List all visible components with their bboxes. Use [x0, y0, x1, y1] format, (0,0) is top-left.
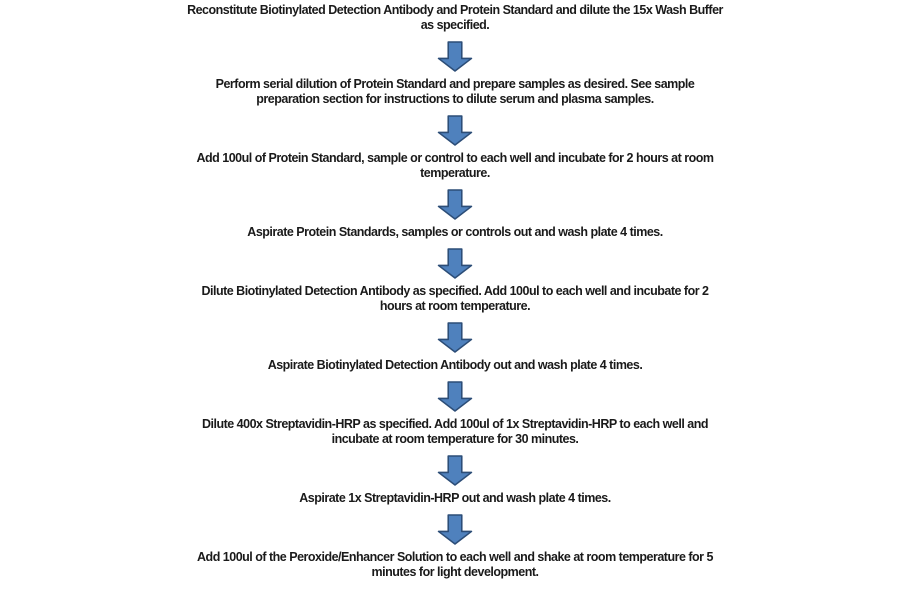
flow-arrow-6: [437, 381, 473, 412]
flow-arrow-3: [437, 189, 473, 220]
flow-arrow-5: [437, 322, 473, 353]
flow-arrow-4: [437, 248, 473, 279]
step-8: [5, 491, 900, 506]
step-text-line: minutes for light development.: [371, 565, 539, 579]
step-1: [5, 3, 900, 33]
step-9: [5, 550, 900, 580]
down-arrow-icon: [437, 248, 473, 279]
flowchart-column: [5, 0, 900, 580]
step-text-line: Perform serial dilution of Protein Standard and prepare samples as desired. See sample: [215, 77, 695, 91]
step-6: [5, 358, 900, 373]
flow-arrow-1: [437, 41, 473, 72]
step-3: [5, 151, 900, 181]
down-arrow-icon: [437, 455, 473, 486]
flow-arrow-8: [437, 514, 473, 545]
step-4: [5, 225, 900, 240]
step-text-line: Aspirate Protein Standards, samples or controls out and wash plate 4 times.: [247, 225, 663, 239]
down-arrow-icon: [437, 381, 473, 412]
step-7: [5, 417, 900, 447]
down-arrow-icon: [437, 189, 473, 220]
step-text-line: Aspirate Biotinylated Detection Antibody out and wash plate 4 times.: [267, 358, 643, 372]
step-text-line: incubate at room temperature for 30 minutes.: [331, 432, 579, 446]
step-text-line: Add 100ul of the Peroxide/Enhancer Solution to each well and shake at room temperature for 5: [197, 550, 713, 564]
step-2: [5, 77, 900, 107]
down-arrow-icon: [437, 514, 473, 545]
down-arrow-icon: [437, 322, 473, 353]
down-arrow-icon: [437, 115, 473, 146]
step-text-line: Dilute Biotinylated Detection Antibody as specified. Add 100ul to each well and incubate for 2: [201, 284, 709, 298]
step-text-line: as specified.: [420, 18, 490, 32]
down-arrow-icon: [437, 41, 473, 72]
step-text-line: Add 100ul of Protein Standard, sample or control to each well and incubate for 2 hours at room: [196, 151, 714, 165]
flow-arrow-2: [437, 115, 473, 146]
step-text-line: Dilute 400x Streptavidin-HRP as specified. Add 100ul of 1x Streptavidin-HRP to each well and: [201, 417, 708, 431]
step-5: [5, 284, 900, 314]
step-text-line: Aspirate 1x Streptavidin-HRP out and wash plate 4 times.: [299, 491, 611, 505]
flow-arrow-7: [437, 455, 473, 486]
step-text-line: hours at room temperature.: [379, 299, 531, 313]
step-text-line: Reconstitute Biotinylated Detection Antibody and Protein Standard and dilute the 15x Wash Buffer: [187, 3, 723, 17]
step-text-line: temperature.: [420, 166, 490, 180]
step-text-line: preparation section for instructions to dilute serum and plasma samples.: [256, 92, 654, 106]
